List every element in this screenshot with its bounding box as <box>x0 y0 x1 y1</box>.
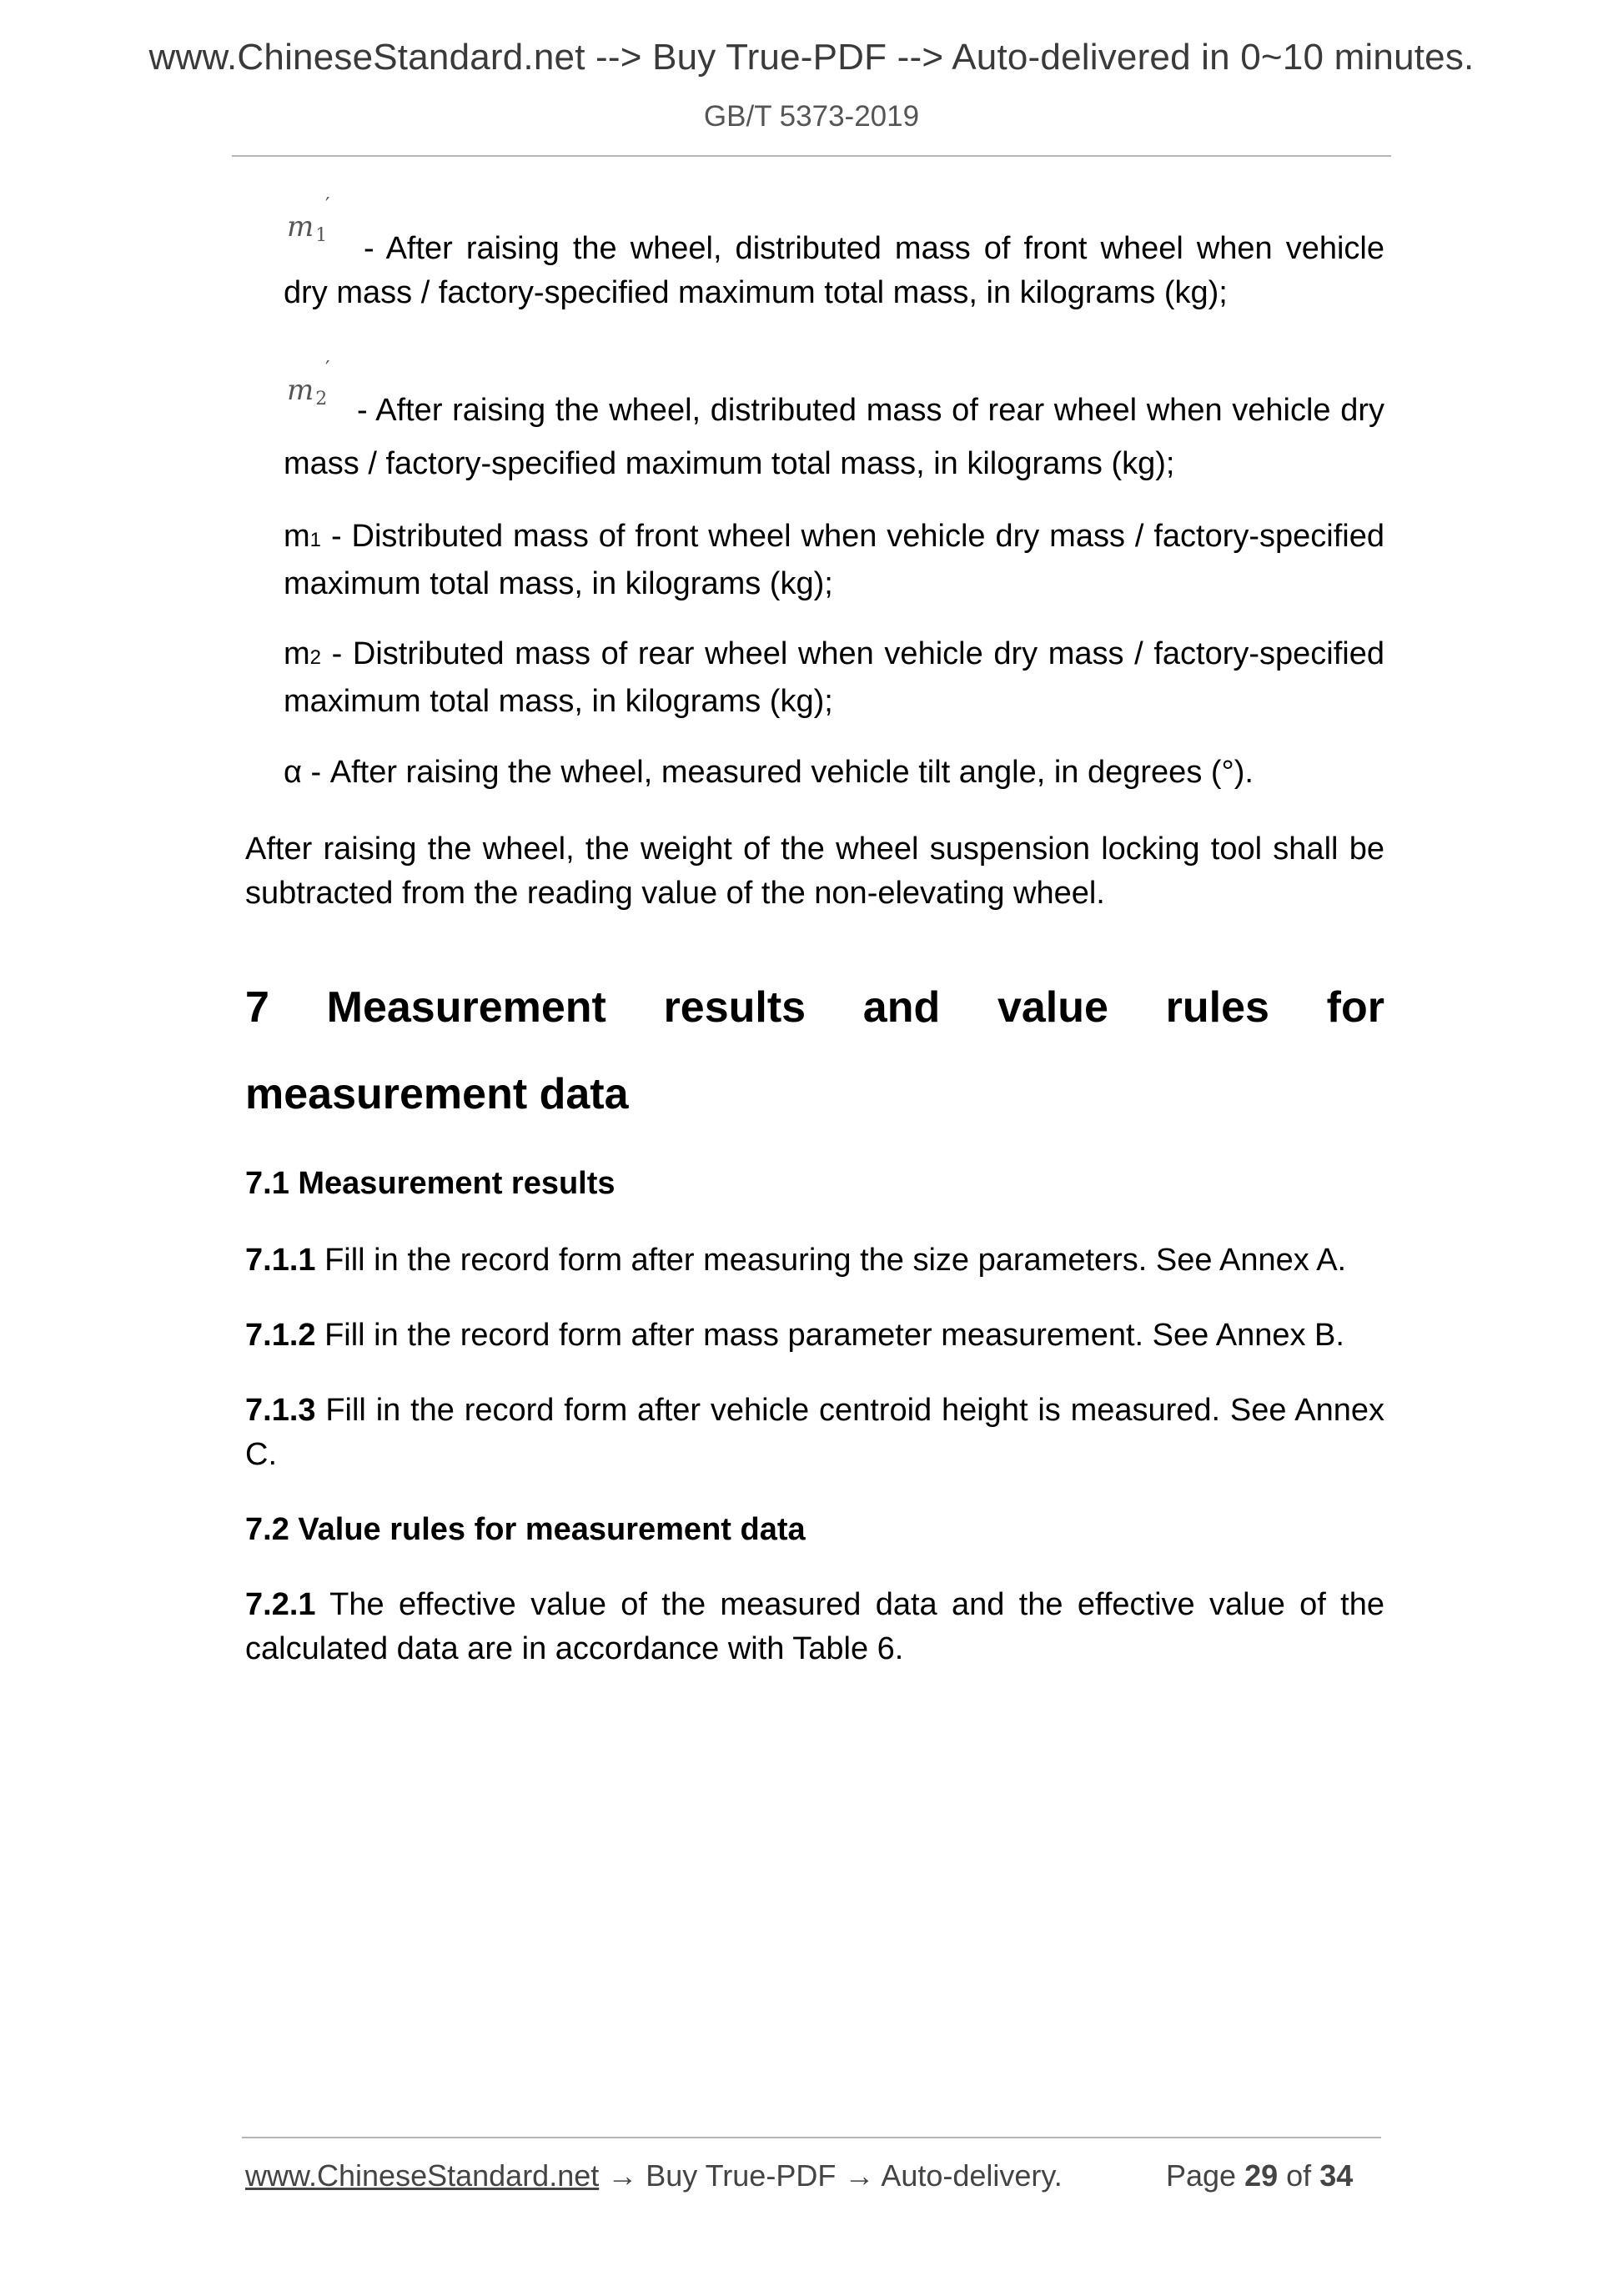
definition-text: - After raising the wheel, measured vehicle tilt angle, in degrees (°). <box>310 755 1254 790</box>
title-word: results <box>663 983 806 1032</box>
symbol-subscript: 2 <box>315 389 328 409</box>
symbol-subscript: 2 <box>309 646 322 669</box>
footer-site-link[interactable]: www.ChineseStandard.net <box>245 2158 600 2193</box>
footer-tagline: → Buy True-PDF → Auto-delivery. <box>599 2158 1063 2193</box>
top-banner: www.ChineseStandard.net --> Buy True-PDF --> Auto-delivered in 0~10 minutes. <box>148 37 1475 78</box>
symbol-m2 <box>284 636 321 671</box>
clause-text: Fill in the record form after mass parameter measurement. See Annex B. <box>315 1318 1344 1353</box>
symbol-letter: m <box>287 374 314 407</box>
heading-7-2: 7.2 Value rules for measurement data <box>245 1512 806 1547</box>
clause-number: 7.2.1 <box>245 1587 316 1622</box>
symbol-letter: m <box>284 519 310 554</box>
clause-7-2-1 <box>245 1583 1384 1671</box>
section-number: 7 <box>245 983 269 1032</box>
definition-m1-prime: - After raising the wheel, distributed mass of front wheel when vehicle dry mass / factory-specified maximum total mass, in kilograms (kg); <box>284 231 1384 310</box>
symbol-subscript: 1 <box>309 529 322 551</box>
footer-links <box>245 2158 1063 2193</box>
clause-text: The effective value of the measured data and the effective value of the calculated data are in accordance with Table 6. <box>245 1587 1384 1666</box>
clause-7-1-1 <box>245 1238 1384 1283</box>
definition-m2-prime: - After raising the wheel, distributed mass of rear wheel when vehicle dry mass / factory-specified maximum total mass, in kilograms (kg); <box>284 393 1384 481</box>
clause-number: 7.1.1 <box>245 1243 316 1278</box>
definition-alpha <box>284 751 1384 795</box>
symbol-prime: ′ <box>325 193 330 217</box>
section-7-title-line2: measurement data <box>245 1070 629 1118</box>
section-7-title <box>245 964 1384 1138</box>
title-word: value <box>997 983 1108 1032</box>
clause-number: 7.1.2 <box>245 1318 316 1353</box>
footer-divider <box>242 2137 1381 2138</box>
heading-7-1: 7.1 Measurement results <box>245 1166 616 1201</box>
clause-number: 7.1.3 <box>245 1393 316 1428</box>
clause-text: Fill in the record form after vehicle centroid height is measured. See Annex C. <box>245 1393 1384 1472</box>
page-label: Page <box>1166 2158 1237 2193</box>
document-code: GB/T 5373-2019 <box>703 100 920 133</box>
page-number: 29 <box>1244 2158 1279 2193</box>
symbol-alpha: α <box>284 755 302 790</box>
clause-7-1-3 <box>245 1389 1384 1477</box>
title-word: rules <box>1165 983 1269 1032</box>
definition-m1 <box>284 515 1384 606</box>
clause-text: Fill in the record form after measuring the size parameters. See Annex A. <box>315 1243 1347 1278</box>
symbol-subscript: 1 <box>315 225 328 246</box>
title-word: Measurement <box>326 983 606 1032</box>
title-word: and <box>862 983 941 1032</box>
symbol-letter: m <box>284 636 310 671</box>
page-indicator <box>1166 2158 1353 2193</box>
title-word: for <box>1326 983 1384 1032</box>
header-divider <box>232 155 1391 157</box>
symbol-prime: ′ <box>325 357 330 380</box>
symbol-m1 <box>284 519 321 554</box>
section-7-title-line1 <box>245 964 1384 1051</box>
wheel-tool-note: After raising the wheel, the weight of the wheel suspension locking tool shall be subtracted from the reading value of the non-elevating wheel. <box>245 831 1384 911</box>
definition-text: - Distributed mass of front wheel when vehicle dry mass / factory-specified maximum total mass, in kilograms (kg); <box>284 519 1385 601</box>
symbol-letter: m <box>287 210 314 244</box>
of-label: of <box>1286 2158 1312 2193</box>
clause-7-1-2 <box>245 1314 1384 1358</box>
definition-m2 <box>284 632 1384 724</box>
page-total: 34 <box>1319 2158 1354 2193</box>
definition-text: - Distributed mass of rear wheel when vehicle dry mass / factory-specified maximum total mass, in kilograms (kg); <box>284 636 1384 719</box>
